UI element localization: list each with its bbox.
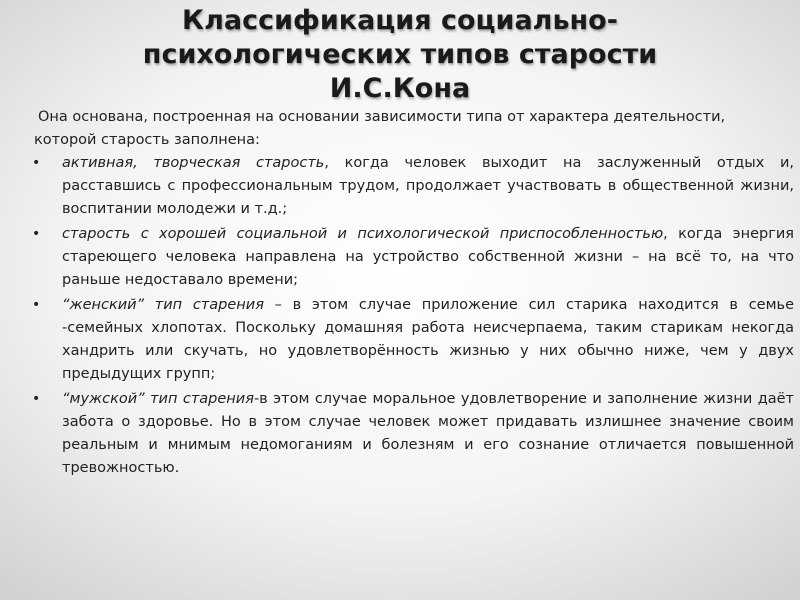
bullet-text: -в этом случае моральное удовлетворение и заполнение жизни даёт забота о здоровье. Но в этом случае человек может придавать излишнее значение своим реальным и мнимым недомоганиям и болезням и его сознание отличается повышенной тревожностью. [62, 391, 794, 476]
bullet-term: “мужской” тип старения [62, 391, 254, 407]
bullet-text: , когда человек выходит на заслуженный отдых и, расставшись с профессиональным трудом, продолжает участвовать в общественной жизни, воспитании молодежи и т.д.; [62, 155, 794, 217]
bullet-marker: • [32, 297, 41, 313]
list-item [32, 152, 794, 221]
bullet-marker: • [32, 226, 41, 242]
bullet-text: – в этом случае приложение сил старика находится в семье -семейных хлопотах. Поскольку домашняя работа неисчерпаема, таким старикам некогда хандрить или скучать, но удовлетворённость жизнью у них обычно ниже, чем у двух предыдущих групп; [62, 297, 794, 382]
slide-title [40, 4, 760, 106]
bullet-marker: • [32, 155, 41, 171]
slide-body [0, 106, 800, 482]
bullet-term: старость с хорошей социальной и психологической приспособленностью [62, 226, 664, 242]
bullet-term: активная, творческая старость [62, 155, 325, 171]
list-item [32, 388, 794, 480]
bullet-marker: • [32, 391, 41, 407]
title-line-2: психологических типов старости [142, 39, 658, 70]
intro-paragraph: Она основана, построенная на основании зависимости типа от характера деятельности, которой старость заполнена: [34, 109, 726, 148]
bullet-text: , когда энергия стареющего человека направлена на устройство собственной жизни – на всё то, на что раньше недоставало времени; [62, 226, 794, 288]
list-item [32, 223, 794, 292]
bullet-list [0, 152, 800, 480]
bullet-term: “женский” тип старения [62, 297, 264, 313]
title-line-3: И.С.Кона [329, 73, 471, 104]
list-item [32, 294, 794, 386]
title-line-1: Классификация социально- [182, 5, 618, 36]
